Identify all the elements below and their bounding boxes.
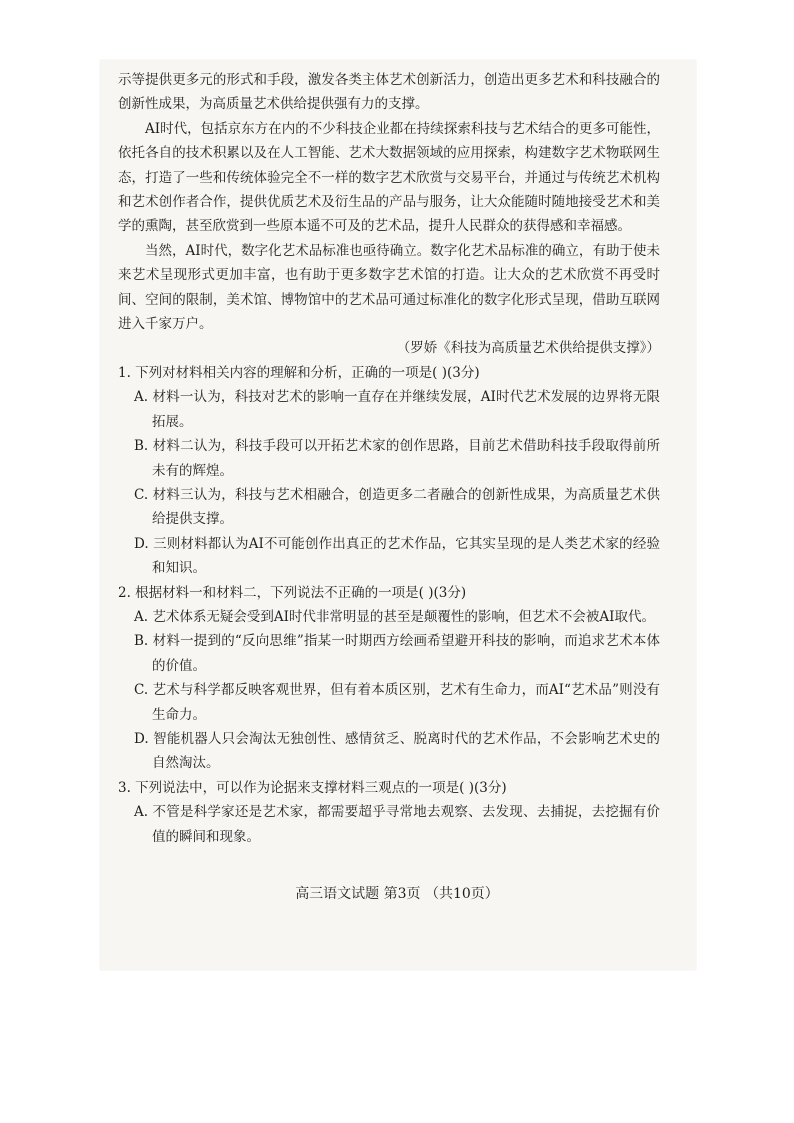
question-1	[118, 361, 660, 581]
exam-page	[118, 68, 660, 849]
option-a: A. 不管是科学家还是艺术家，都需要超乎寻常地去观察、去发现、去捕捉，去挖掘有价值的瞬间和现象。	[134, 804, 660, 845]
passage-paragraph-2: AI时代，包括京东方在内的不少科技企业都在持续探索科技与艺术结合的更多可能性，依托各自的技术积累以及在人工智能、艺术大数据领域的应用探索，构建数字艺术物联网生态，打造了一些和传统体验完全不一样的数字艺术欣赏与交易平台，并通过与传统艺术机构和艺术创作者合作，提供优质艺术及衍生品的产品与服务，让大众能随时随地接受艺术和美学的熏陶，甚至欣赏到一些原本遥不可及的艺术品，提升人民群众的获得感和幸福感。	[118, 120, 660, 235]
question-3	[118, 776, 660, 849]
option-d: D. 三则材料都认为AI不可能创作出真正的艺术作品，它其实呈现的是人类艺术家的经验和知识。	[134, 535, 660, 577]
question-stem: 2. 根据材料一和材料二，下列说法不正确的一项是( )(3分)	[118, 584, 467, 601]
question-2	[118, 581, 660, 776]
option-a: A. 材料一认为，科技对艺术的影响一直存在并继续发展，AI时代艺术发展的边界将无限拓展。	[134, 389, 660, 430]
passage-paragraph-3: 当然，AI时代，数字化艺术品标准也亟待确立。数字化艺术品标准的确立，有助于使未来艺术呈现形式更加丰富，也有助于更多数字艺术馆的打造。让大众的艺术欣赏不再受时间、空间的限制，美术馆、博物馆中的艺术品可通过标准化的数字化形式呈现，借助互联网进入千家万户。	[118, 242, 660, 333]
question-stem: 3. 下列说法中，可以作为论据来支撑材料三观点的一项是( )(3分)	[118, 779, 507, 796]
page-footer: 高三语文试题 第3页 （共10页）	[295, 886, 499, 902]
passage-paragraph-1: 示等提供更多元的形式和手段，激发各类主体艺术创新活力，创造出更多艺术和科技融合的创新性成果，为高质量艺术供给提供强有力的支撑。	[118, 72, 660, 113]
question-stem: 1. 下列对材料相关内容的理解和分析，正确的一项是( )(3分)	[118, 364, 480, 381]
passage-source: （罗娇《科技为高质量艺术供给提供支撑》）	[396, 340, 660, 357]
option-a: A. 艺术体系无疑会受到AI时代非常明显的甚至是颠覆性的影响，但艺术不会被AI取代。	[134, 608, 655, 625]
option-d: D. 智能机器人只会淘汰无独创性、感情贫乏、脱离时代的艺术作品，不会影响艺术史的自然淘汰。	[134, 730, 660, 772]
option-b: B. 材料一提到的“反向思维”指某一时期西方绘画希望避开科技的影响，而追求艺术本体的价值。	[134, 633, 660, 674]
option-c: C. 艺术与科学都反映客观世界，但有着本质区别，艺术有生命力，而AI“艺术品”则没有生命力。	[134, 682, 660, 723]
option-b: B. 材料二认为，科技手段可以开拓艺术家的创作思路，目前艺术借助科技手段取得前所未有的辉煌。	[134, 438, 660, 479]
option-c: C. 材料三认为，科技与艺术相融合，创造更多二者融合的创新性成果，为高质量艺术供给提供支撑。	[134, 486, 660, 528]
